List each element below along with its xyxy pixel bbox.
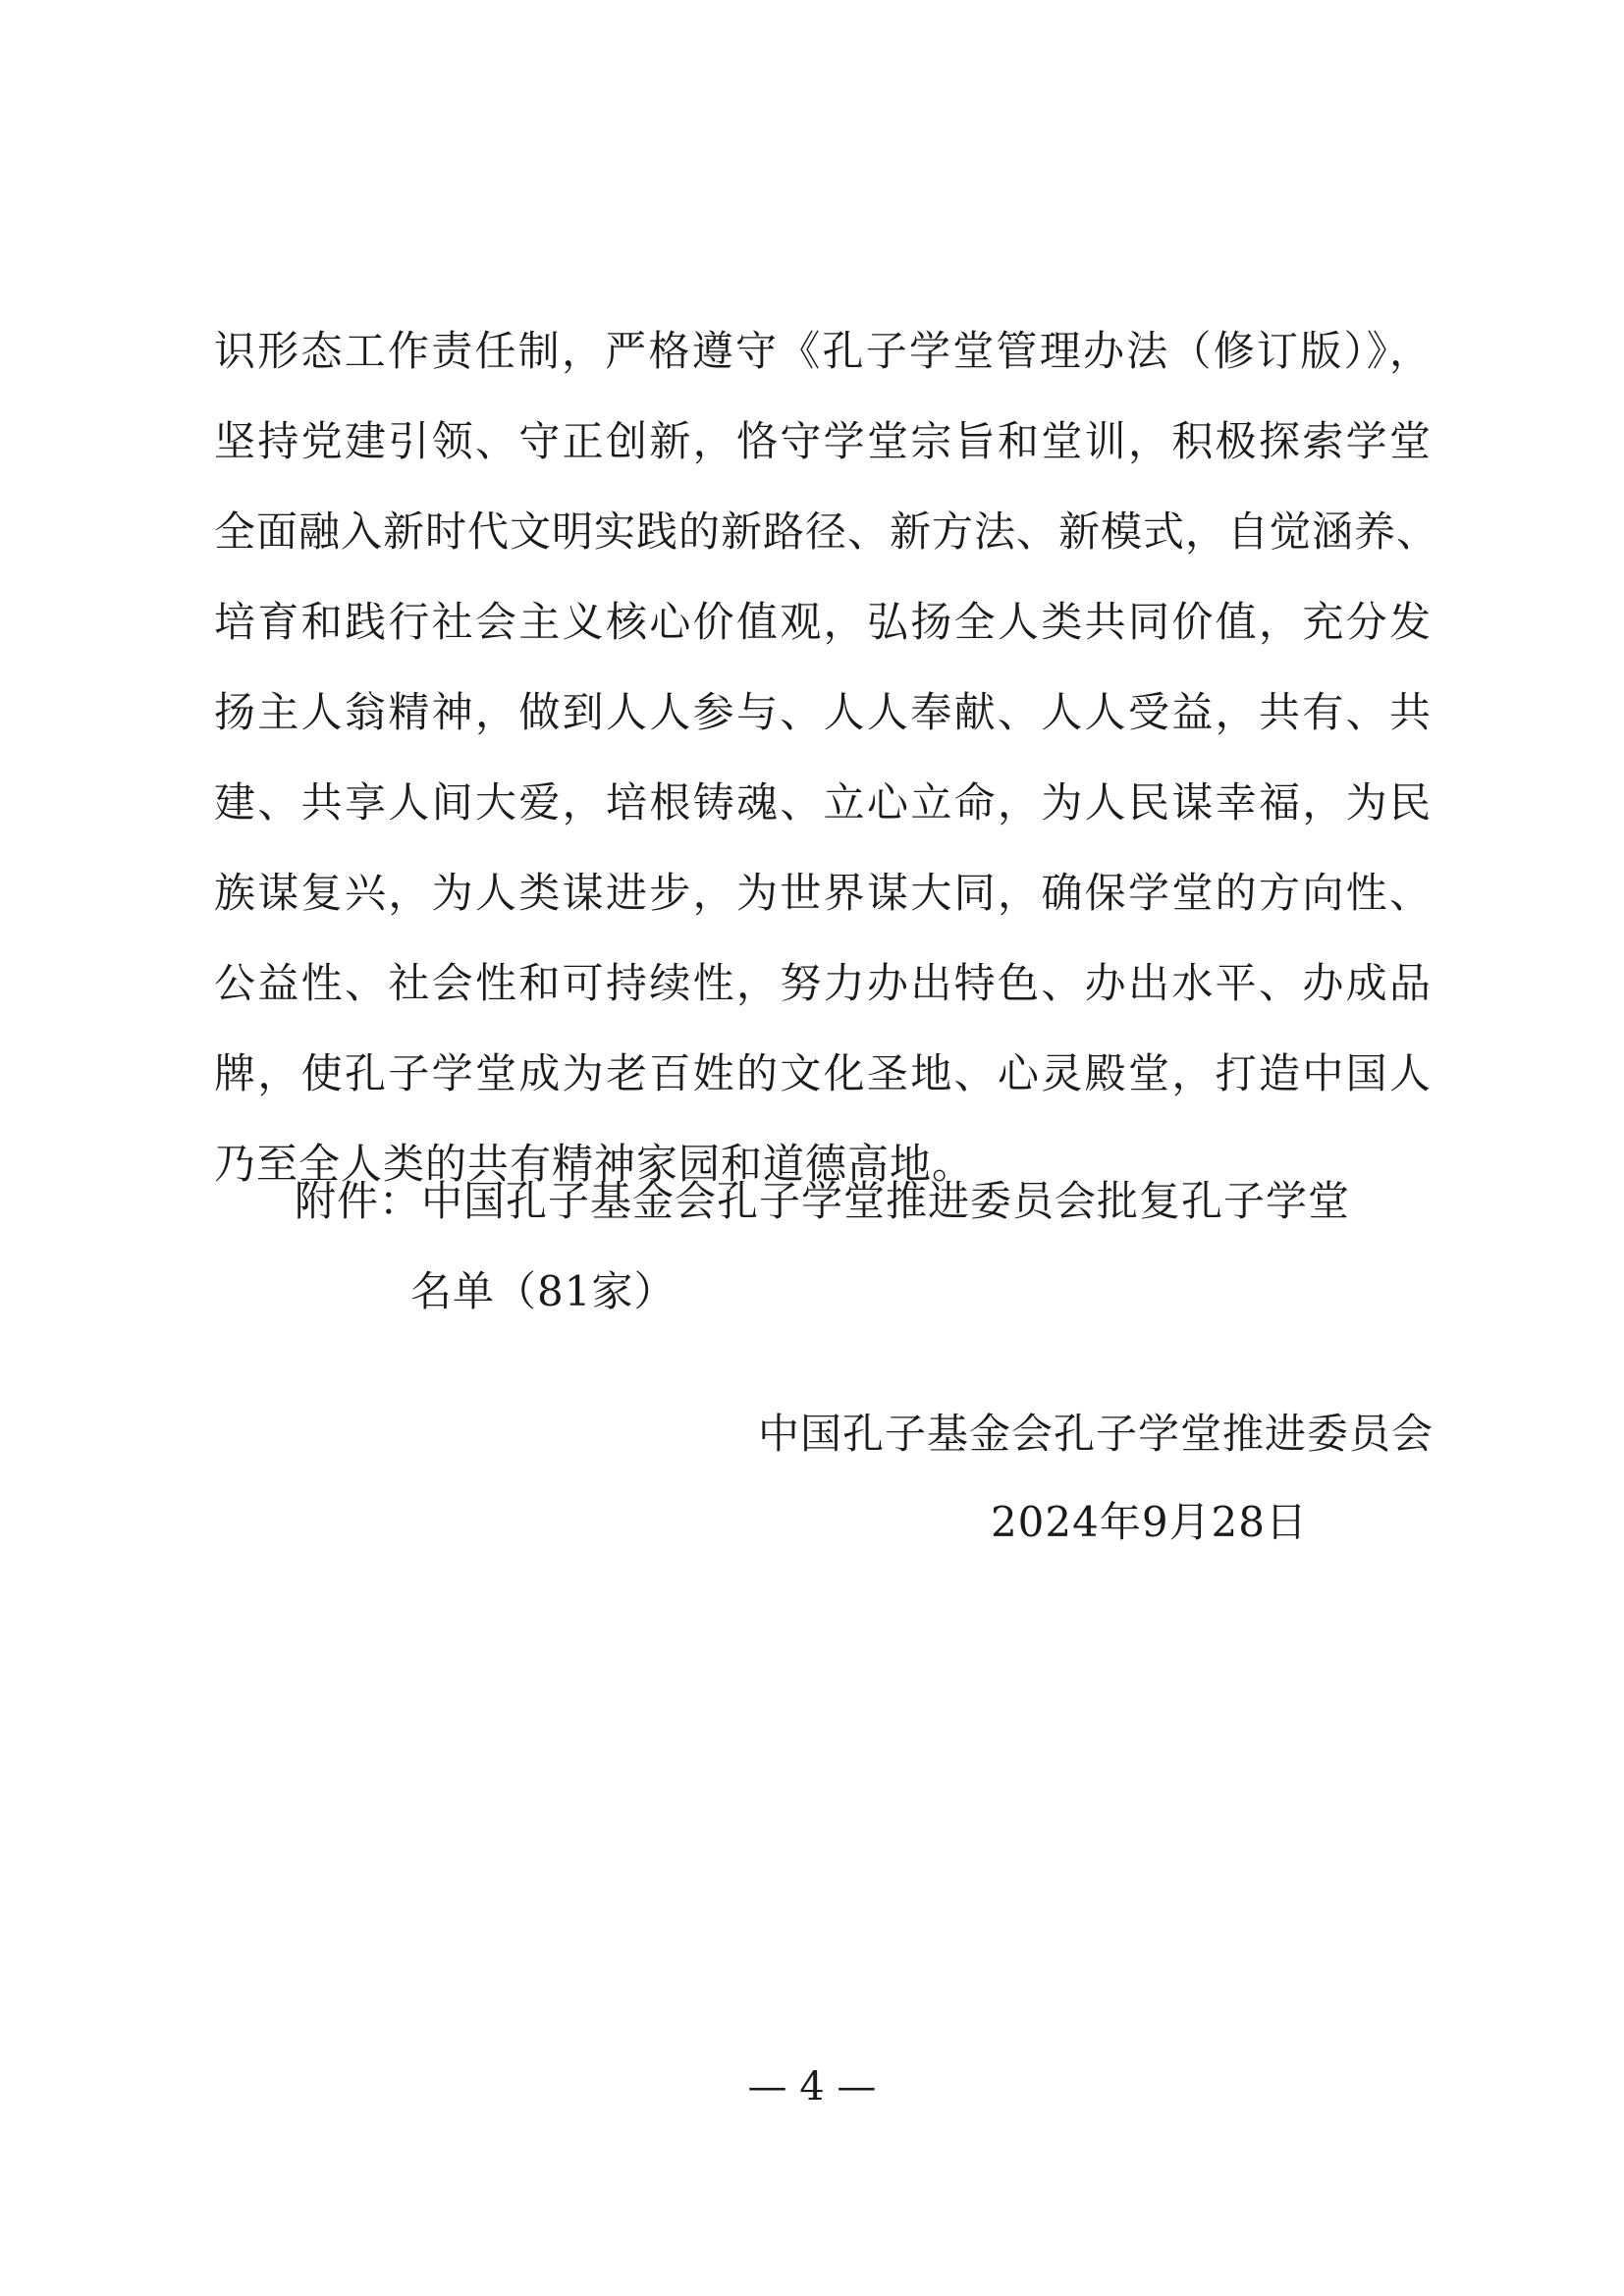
paragraph-line: 坚持党建引领、守正创新，恪守学堂宗旨和堂训，积极探索学堂 <box>214 417 1432 465</box>
page-number: — 4 — <box>747 2064 877 2109</box>
paragraph-line: 建、共享人间大爱，培根铸魂、立心立命，为人民谋幸福，为民 <box>214 778 1432 827</box>
paragraph-line: 族谋复兴，为人类谋进步，为世界谋大同，确保学堂的方向性、 <box>214 869 1432 917</box>
attachment-line-1: 附件：中国孔子基金会孔子学堂推进委员会批复孔子学堂 <box>295 1177 1351 1225</box>
attachment-note <box>295 1156 1434 1337</box>
paragraph-line: 全面融入新时代文明实践的新路径、新方法、新模式，自觉涵养、 <box>214 507 1439 556</box>
paragraph-line: 识形态工作责任制，严格遵守《孔子学堂管理办法（修订版）》， <box>214 327 1432 375</box>
paragraph-line: 扬主人翁精神，做到人人参与、人人奉献、人人受益，共有、共 <box>214 688 1432 736</box>
paragraph-line: 牌，使孔子学堂成为老百姓的文化圣地、心灵殿堂，打造中国人 <box>214 1049 1432 1097</box>
paragraph-line: 培育和践行社会主义核心价值观，弘扬全人类共同价值，充分发 <box>214 598 1432 646</box>
paragraph-line: 公益性、社会性和可持续性，努力办出特色、办出水平、办成品 <box>214 959 1432 1007</box>
signature-date: 2024年9月28日 <box>990 1498 1308 1546</box>
attachment-line-2: 名单（81家） <box>410 1267 677 1315</box>
signature-organization: 中国孔子基金会孔子学堂推进委员会 <box>757 1410 1434 1458</box>
paragraph-line: 乃至全人类的共有精神家园和道德高地。 <box>214 1140 975 1188</box>
signature-block <box>758 1390 1434 1567</box>
body-paragraph <box>214 306 1439 1209</box>
